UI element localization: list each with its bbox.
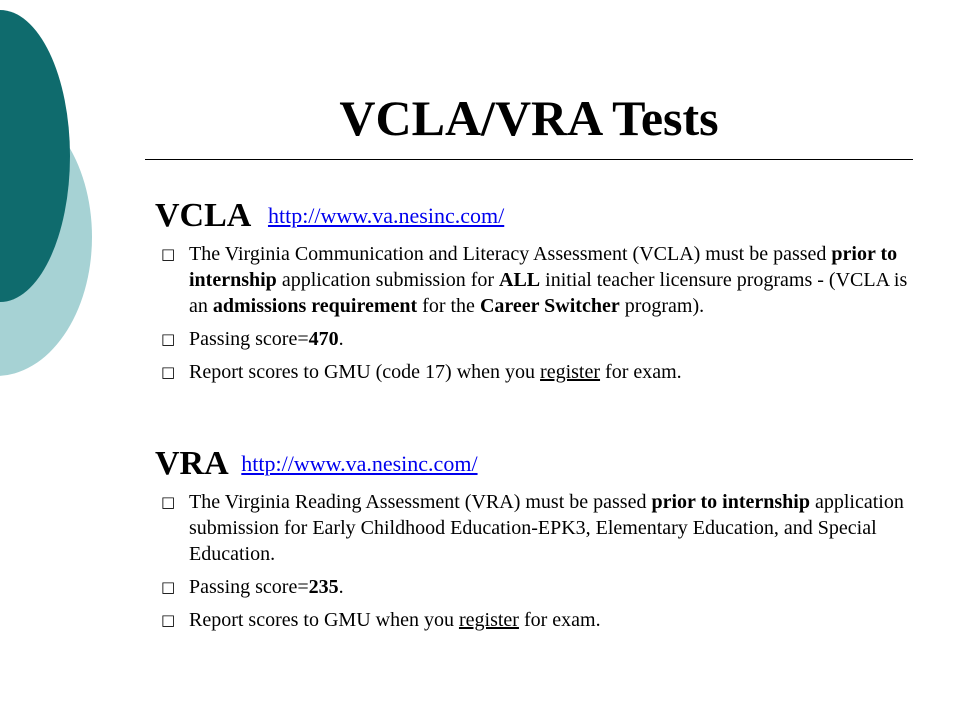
text-run: Passing score=	[189, 576, 309, 598]
text-run: for exam.	[518, 609, 601, 631]
text-run: .	[338, 328, 344, 350]
list-item	[155, 607, 915, 633]
section-link[interactable]: http://www.va.nesinc.com/	[241, 451, 478, 476]
list-item	[155, 359, 915, 385]
text-run: for exam.	[600, 361, 682, 383]
text-run: initial teacher licensure programs - (VCLA is an	[189, 269, 908, 317]
register-link[interactable]: register	[458, 609, 519, 631]
section-heading: VRA	[155, 445, 227, 482]
text-run: .	[338, 576, 344, 598]
text-run: for the	[417, 295, 480, 317]
bold-text: Career Switcher	[479, 295, 620, 317]
bullet-icon: □	[161, 578, 176, 596]
list-item	[155, 241, 915, 319]
text-run: application submission for	[276, 269, 500, 291]
bold-text: ALL	[499, 269, 541, 291]
slide-title: VCLA/VRA Tests	[339, 90, 719, 146]
text-run: Passing score=	[189, 328, 309, 350]
section-heading: VCLA	[155, 197, 250, 234]
bold-text: 235	[308, 576, 339, 598]
section-vra	[155, 441, 915, 640]
register-link[interactable]: register	[540, 361, 601, 383]
bullet-icon: □	[161, 245, 176, 263]
bullet-icon: □	[161, 330, 176, 348]
list-item	[155, 326, 915, 352]
bullet-list	[155, 489, 915, 633]
bullet-icon: □	[161, 363, 176, 381]
text-run: Report scores to GMU (code 17) when you	[189, 361, 541, 383]
section-link[interactable]: http://www.va.nesinc.com/	[267, 203, 505, 228]
text-run: program).	[619, 295, 705, 317]
list-item	[155, 574, 915, 600]
section-vcla	[155, 193, 915, 392]
list-item	[155, 489, 915, 567]
bold-text: 470	[308, 328, 339, 350]
bullet-list	[155, 241, 915, 385]
text-run: The Virginia Communication and Literacy Assessment (VCLA) must be passed	[189, 243, 832, 265]
title-divider	[145, 159, 913, 160]
bold-text: prior to internship	[651, 491, 810, 513]
text-run: Report scores to GMU when you	[189, 609, 459, 631]
bullet-icon: □	[161, 493, 176, 511]
text-run: application submission for Early Childhood Education-EPK3, Elementary Education, and Special Education.	[189, 491, 904, 565]
bullet-icon: □	[161, 611, 176, 629]
text-run: The Virginia Reading Assessment (VRA) must be passed	[189, 491, 652, 513]
bold-text: admissions requirement	[212, 295, 418, 317]
bold-text: prior to internship	[189, 243, 898, 291]
